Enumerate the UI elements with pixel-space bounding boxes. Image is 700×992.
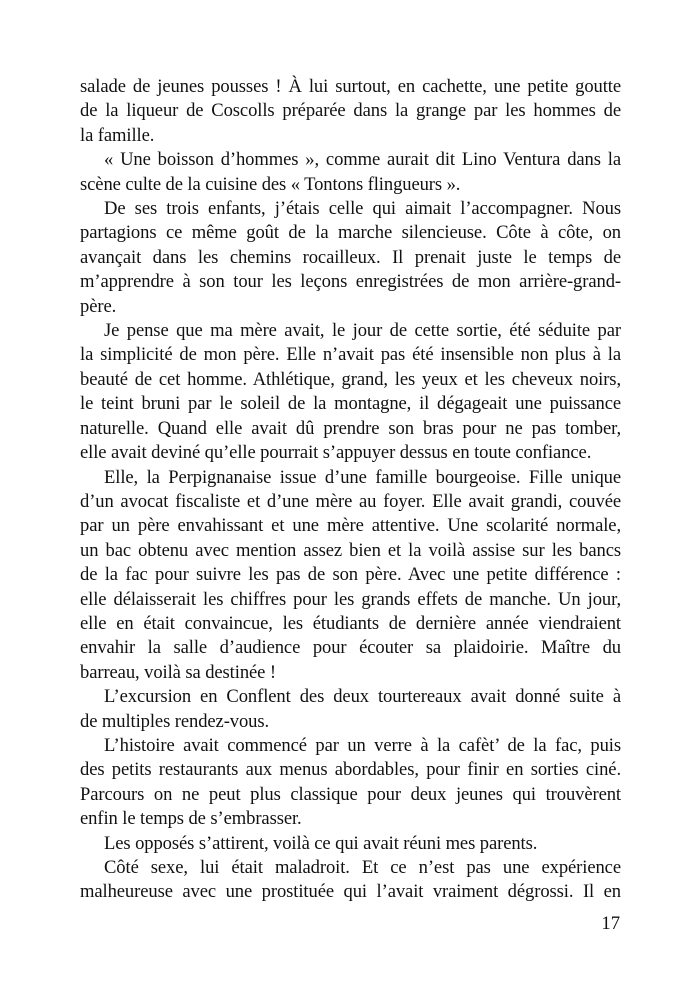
text-line: barreau, voilà sa destinée ! bbox=[80, 661, 276, 683]
text-line: partagions ce même goût de la marche silencieuse. Côte à côte, on bbox=[80, 222, 621, 244]
text-line: m’apprendre à son tour les leçons enregistrées de mon arrière-grand- bbox=[80, 271, 621, 293]
text-line: avançait dans les chemins rocailleux. Il prenait juste le temps de bbox=[80, 246, 621, 268]
text-line: De ses trois enfants, j’étais celle qui aimait l’accompagner. Nous bbox=[104, 198, 621, 220]
text-line: enfin le temps de s’embrasser. bbox=[80, 808, 302, 830]
text-line: L’histoire avait commencé par un verre à la cafèt’ de la fac, puis bbox=[104, 734, 621, 756]
text-line: Côté sexe, lui était maladroit. Et ce n’est pas une expérience bbox=[104, 857, 621, 878]
text-line: scène culte de la cuisine des « Tontons flingueurs ». bbox=[80, 173, 461, 195]
page-body bbox=[80, 75, 621, 905]
text-line: père. bbox=[80, 295, 117, 317]
text-line: malheureuse avec une prostituée qui l’avait vraiment dégrossi. Il en bbox=[80, 881, 621, 903]
text-line: un bac obtenu avec mention assez bien et la voilà assise sur les bancs bbox=[80, 539, 621, 561]
text-line: elle en était convaincue, les étudiants de dernière année viendraient bbox=[80, 612, 621, 634]
text-line: elle délaisserait les chiffres pour les grands effets de manche. Un jour, bbox=[80, 588, 621, 610]
paragraph bbox=[80, 466, 621, 686]
page-number: 17 bbox=[601, 913, 620, 934]
paragraph bbox=[80, 148, 621, 197]
text-line: naturelle. Quand elle avait dû prendre son bras pour ne pas tomber, bbox=[80, 417, 621, 439]
text-line: Elle, la Perpignanaise issue d’une famille bourgeoise. Fille unique bbox=[104, 466, 621, 488]
text-line: la simplicité de mon père. Elle n’avait pas été insensible non plus à la bbox=[80, 344, 621, 366]
text-line: « Une boisson d’hommes », comme aurait dit Lino Ventura dans la bbox=[104, 149, 621, 171]
paragraph bbox=[80, 832, 621, 856]
text-line: le teint bruni par le soleil de la montagne, il dégageait une puissance bbox=[80, 393, 621, 415]
text-line: de la liqueur de Coscolls préparée dans la grange par les hommes de bbox=[80, 100, 621, 122]
text-line: Parcours on ne peut plus classique pour deux jeunes qui trouvèrent bbox=[80, 783, 621, 805]
text-line: la famille. bbox=[80, 124, 155, 146]
text-line: salade de jeunes pousses ! À lui surtout, en cachette, une petite goutte bbox=[80, 76, 621, 97]
paragraph bbox=[80, 734, 621, 832]
text-line: de multiples rendez-vous. bbox=[80, 710, 270, 732]
paragraph bbox=[80, 197, 621, 319]
text-line: Je pense que ma mère avait, le jour de cette sortie, été séduite par bbox=[104, 320, 621, 342]
text-line: elle avait deviné qu’elle pourrait s’appuyer dessus en toute confiance. bbox=[80, 442, 592, 464]
text-line: beauté de cet homme. Athlétique, grand, les yeux et les cheveux noirs, bbox=[80, 368, 621, 390]
paragraph bbox=[80, 685, 621, 734]
text-line: L’excursion en Conflent des deux tourtereaux avait donné suite à bbox=[104, 686, 621, 708]
paragraph bbox=[80, 75, 621, 148]
text-line: de la fac pour suivre les pas de son père. Avec une petite différence : bbox=[80, 564, 621, 586]
paragraph bbox=[80, 856, 621, 905]
paragraph bbox=[80, 319, 621, 465]
text-line: par un père envahissant et une mère attentive. Une scolarité normale, bbox=[80, 515, 621, 537]
text-line: des petits restaurants aux menus abordables, pour finir en sorties ciné. bbox=[80, 759, 621, 781]
text-line: Les opposés s’attirent, voilà ce qui avait réuni mes parents. bbox=[104, 832, 538, 854]
text-line: envahir la salle d’audience pour écouter sa plaidoirie. Maître du bbox=[80, 637, 621, 659]
text-line: d’un avocat fiscaliste et d’une mère au foyer. Elle avait grandi, couvée bbox=[80, 490, 621, 512]
